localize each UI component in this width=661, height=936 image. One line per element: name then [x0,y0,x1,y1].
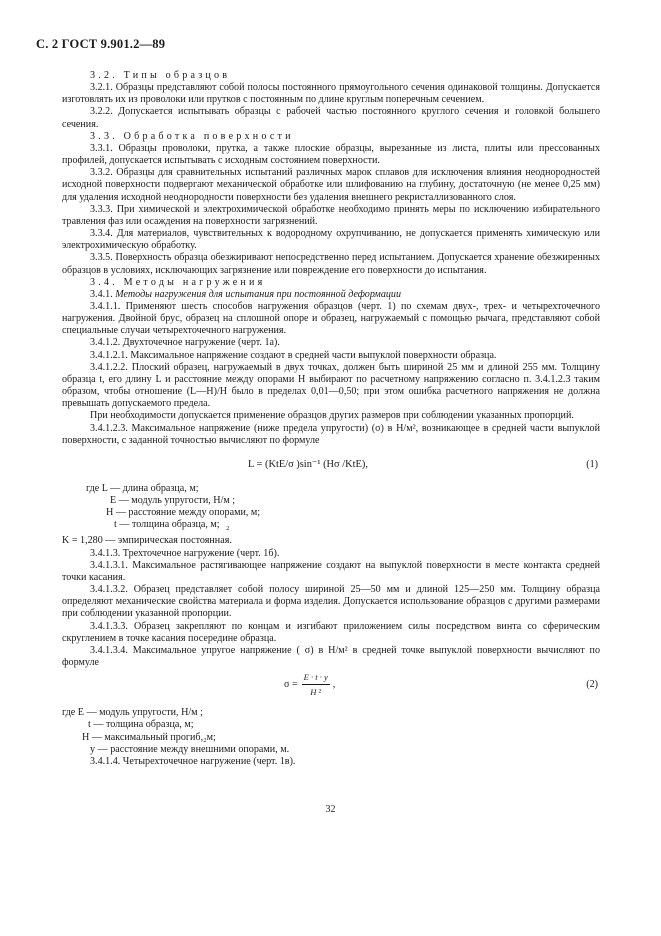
paragraph-other-sizes: При необходимости допускается применение образцов других размеров при соблюдении указанных пропорций. [90,410,574,422]
formula-1-expression: L = (KtE/σ )sin⁻¹ (Hσ /KtE), [248,458,368,470]
section-3-4-1-heading [62,289,600,301]
section-3-4-1-number: 3.4.1. [90,288,113,300]
paragraph-3-3-4: 3.3.4. Для материалов, чувствительных к водородному охрупчиванию, не допускается применять химическую или электрохимическую обработку. [62,228,600,252]
paragraph-3-4-1-3-4: 3.4.1.3.4. Максимальное упругое напряжение ( σ) в Н/м² в средней точке выпуклой поверхности вычисляют по формуле [62,644,600,669]
paragraph-3-4-1-3-1: 3.4.1.3.1. Максимальное растягивающее напряжение создают на выпуклой поверхности в месте контакта средней точки касания. [62,559,600,583]
section-3-4-1-title: Методы нагружения для испытания при постоянной деформации [115,288,402,300]
section-3-3-heading: 3.3. Обработка поверхности [90,130,294,142]
formula-2-number: (2) [586,679,598,691]
paragraph-3-3-2: 3.3.2. Образцы для сравнительных испытаний различных марок сплавов для исключения влияния неоднородностей исходной поверхности подвергают механической обработке или шлифованию на глубину, достаточную (не менее 0,25 мм) для удаления исходной неоднородности поверхности без удаления внешнего рекристаллизованного слоя. [62,167,600,203]
paragraph-3-4-1-1: 3.4.1.1. Применяют шесть способов нагружения образцов (черт. 1) по схемам двух-, трех- и четырехточечного нагружения. Двойной брус, образец на сплошной опоре и образец, нагружаемый с помощью рычага, представляют собой специальные случаи четырехточечного нагружения. [62,300,600,337]
legend-1-line: E — модуль упругости, Н/м ; [110,495,236,506]
paragraph-3-3-3: 3.3.3. При химической и электрохимической обработке необходимо принять меры по исключению избирательного травления фаз или осаждения на поверхности загрязнений. [62,203,600,227]
legend-2-line: y — расстояние между внешними опорами, м. [90,743,290,755]
legend-2-line: где E — модуль упругости, Н/м ; [62,707,203,719]
page-header: С. 2 ГОСТ 9.901.2—89 [36,37,166,51]
legend-2-line: t — толщина образца, м; [88,719,194,731]
paragraph-3-4-1-3-3: 3.4.1.3.3. Образец закрепляют по концам и изгибают приложением силы посредством винта со сферическим скруглением в точке касания посередине образца. [62,620,600,644]
legend-1-line [62,519,600,535]
paragraph-3-4-1-4: 3.4.1.4. Четырехточечное нагружение (черт. 1в). [90,755,296,767]
paragraph-3-2-2: 3.2.2. Допускается испытывать образцы с рабочей частью постоянного круглого сечения и головкой большего сечения. [62,106,600,130]
page-number: 32 [325,804,336,815]
paragraph-3-4-1-2-3: 3.4.1.2.3. Максимальное напряжение (ниже предела упругости) (σ) в Н/м², возникающее в средней части выпуклой поверхности, с заданной точностью вычисляют по формуле [62,422,600,446]
formula-1-number: (1) [586,458,598,470]
formula-1-legend [62,483,600,548]
section-3-4-heading: 3.4. Методы нагружения [90,276,266,288]
paragraph-3-4-1-2-2: 3.4.1.2.2. Плоский образец, нагружаемый в двух точках, должен быть шириной 25 мм и длиной 255 мм. Толщину образца t, его длину L и расстояние между опорами H выбирают по расчетному напряжению согласно п. 3.4.1.2.3 таким образом, чтобы отношение (L—H)/H было в пределах 0,01—0,50; при этом ошибка расчетного напряжения не должна превышать допускаемого предела. [62,361,600,410]
paragraph-3-4-1-2-1: 3.4.1.2.1. Максимальное напряжение создают в средней части выпуклой поверхности образца. [90,349,497,361]
formula-2-legend [62,707,600,756]
formula-2-fraction [302,671,330,698]
paragraph-3-3-5: 3.3.5. Поверхность образца обезжиривают непосредственно перед испытанием. Допускается хранение обезжиренных образцов в условиях, исключающих загрязнение или повреждение его поверхности до испытания. [62,252,600,276]
paragraph-3-3-1: 3.3.1. Образцы проволоки, прутка, а также плоские образцы, вырезанные из листа, плиты или прессованных профилей, допускается испытывать с исходным состоянием поверхности. [62,142,600,167]
section-3-2-heading: 3.2. Типы образцов [90,70,231,81]
paragraph-3-4-1-3-2: 3.4.1.3.2. Образец представляет собой полосу шириной 25—50 мм и длиной 125—250 мм. Толщину образца определяют механические свойства материала и форма изделия. Допускается использование образцов с другими размерами при соблюдении указанной пропорции. [62,584,600,620]
formula-2-expression [284,671,335,698]
paragraph-3-4-1-2: 3.4.1.2. Двухточечное нагружение (черт. 1а). [90,337,280,349]
legend-1-line-text: t — толщина образца, м; [114,519,220,531]
formula-2-numerator: E · t · y [302,671,330,685]
paragraph-3-4-1-3: 3.4.1.3. Трехточечное нагружение (черт. 1б). [90,547,280,559]
document-body [62,70,600,768]
legend-2-line: H — максимальный прогиб,₂м; [82,731,216,743]
formula-2-denominator: H ² [310,687,322,698]
formula-2-lhs: σ = [284,678,298,690]
formula-2-tail: , [332,678,336,690]
paragraph-3-2-1: 3.2.1. Образцы представляют собой полосы постоянного прямоугольного сечения одинаковой толщины. Допускается изготовлять их из проволоки или прутков с постоянным по длине круглым поперечным сечением. [62,82,600,106]
legend-1-line: K = 1,280 — эмпирическая постоянная. [62,535,232,547]
legend-1-superscript: 2 [226,525,230,533]
legend-1-line: H — расстояние между опорами, м; [106,507,261,519]
legend-1-line: где L — длина образца, м; [86,482,199,494]
formula-1 [62,455,600,479]
formula-2 [62,671,600,705]
